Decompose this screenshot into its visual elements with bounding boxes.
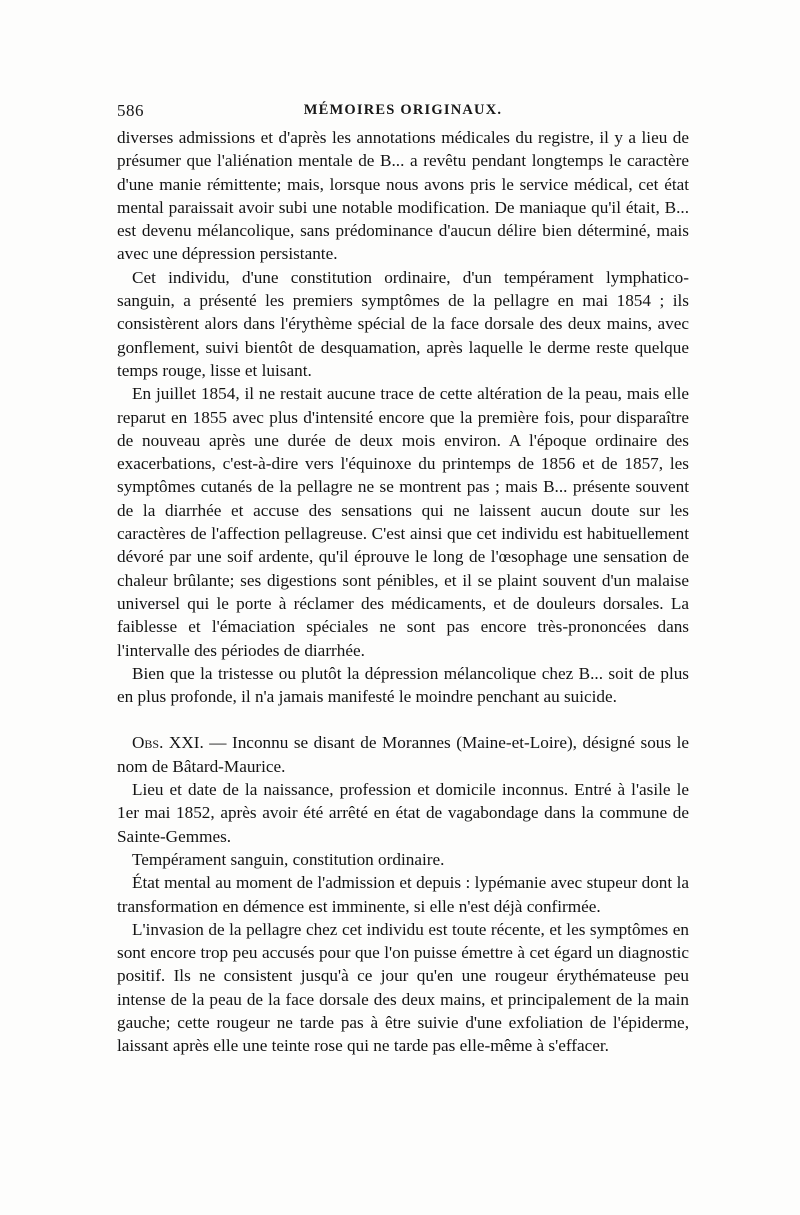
running-head: [117, 101, 689, 123]
paragraph: État mental au moment de l'admission et depuis : lypémanie avec stupeur dont la transformation en démence est imminente, si elle n'est déjà confirmée.: [117, 873, 689, 916]
paragraph: Lieu et date de la naissance, profession et domicile inconnus. Entré à l'asile le 1er mai 1852, après avoir été arrêté en état de vagabondage dans la commune de Sainte-Gemmes.: [117, 780, 689, 846]
paragraph: L'invasion de la pellagre chez cet individu est toute récente, et les symptômes en sont encore trop peu accusés pour que l'on puisse émettre à cet égard un diagnostic positif. Ils ne consistent jusqu'à ce jour qu'en une rougeur érythémateuse peu intense de la peau de la face dorsale des deux mains, et principalement de la main gauche; cette rougeur ne tarde pas à être suivie d'une exfoliation de l'épiderme, laissant après elle une teinte rose qui ne tarde pas elle-même à s'effacer.: [117, 919, 689, 1056]
paragraph: En juillet 1854, il ne restait aucune trace de cette altération de la peau, mais elle reparut en 1855 avec plus d'intensité encore que la première fois, pour disparaître de nouveau après une durée de deux mois environ. A l'époque ordinaire des exacerbations, c'est-à-dire vers l'équinoxe du printemps de 1856 et de 1857, les symptômes cutanés de la pellagre ne se montrent pas ; mais B... présente souvent de la diarrhée et accuse des sensations qui ne laissent aucun doute sur les caractères de l'affection pellagreuse. C'est ainsi que cet individu est habituellement dévoré par une soif ardente, qu'il éprouve le long de l'œsophage une sensation de chaleur brûlante; ses digestions sont pénibles, et il se plaint souvent d'un malaise universel qui le porte à réclamer des médicaments, et de douleurs dorsales. La faiblesse et l'émaciation spéciales ne sont pas encore très-prononcées dans l'intervalle des périodes de diarrhée.: [117, 384, 689, 660]
observation-label: Obs. XXI.: [132, 733, 204, 753]
running-head-title: MÉMOIRES ORIGINAUX.: [303, 102, 503, 118]
observation-heading-paragraph: [117, 731, 689, 778]
paragraph: Bien que la tristesse ou plutôt la dépression mélancolique chez B... soit de plus en plus profonde, il n'a jamais manifesté le moindre penchant au suicide.: [117, 663, 689, 707]
page-number: 586: [117, 101, 144, 120]
body-text: [117, 126, 689, 1058]
paragraph: Tempérament sanguin, constitution ordinaire.: [132, 849, 445, 869]
observation-intro: — Inconnu se disant de Morannes (Maine-et-Loire), désigné sous le nom de Bâtard-Maurice.: [117, 733, 689, 776]
paragraph-continuation: diverses admissions et d'après les annotations médicales du registre, il y a lieu de présumer que l'aliénation mentale de B... a revêtu pendant longtemps le caractère d'une manie rémittente; mais, lorsque nous avons pris le service médical, cet état mental paraissait avoir subi une notable modification. De maniaque qu'il était, B... est devenu mélancolique, sans prédominance d'aucun délire bien déterminé, mais avec une dépression persistante.: [117, 128, 689, 264]
paragraph: Cet individu, d'une constitution ordinaire, d'un tempérament lymphatico-sanguin, a présenté les premiers symptômes de la pellagre en mai 1854 ; ils consistèrent alors dans l'érythème spécial de la face dorsale des deux mains, avec gonflement, suivi bientôt de desquamation, après laquelle le derme reste quelque temps rouge, lisse et luisant.: [117, 267, 689, 380]
